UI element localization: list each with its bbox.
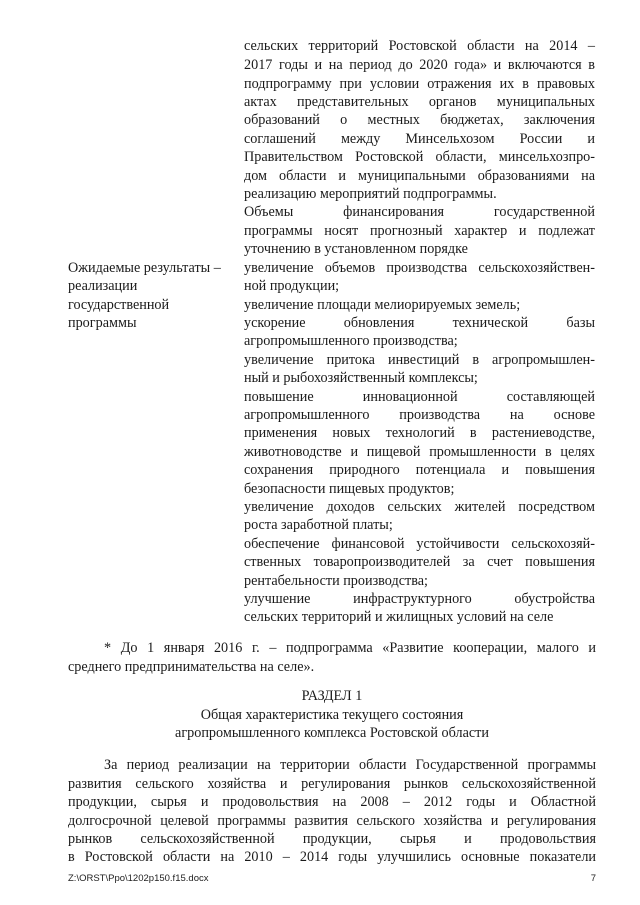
- text-line: дом области и муниципальными образованиями на: [244, 168, 595, 184]
- text-line: 2017 годы и на период до 2020 года» и включаются в: [244, 57, 595, 73]
- text-line: ной продукции;: [244, 278, 340, 294]
- text-line: агропромышленного производства;: [244, 333, 458, 349]
- text-line: роста заработной платы;: [244, 517, 393, 533]
- text-line: агропромышленного производства на основе: [244, 407, 595, 423]
- text-line: увеличение площади мелиорируемых земель;: [244, 297, 521, 313]
- text-line: реализацию мероприятий подпрограммы.: [244, 186, 497, 202]
- section-title: Общая характеристика текущего состояния: [200, 707, 464, 723]
- text-line: применения новых технологий в растениеводстве,: [244, 425, 595, 441]
- text-line: увеличение объемов производства сельскохозяйствен-: [244, 260, 595, 276]
- text-line: уточнению в установленном порядке: [244, 241, 468, 257]
- text-line: сохранения природного потенциала и повышения: [244, 462, 595, 478]
- body-line: в Ростовской области на 2010 – 2014 годы улучшились основные показатели: [68, 849, 596, 865]
- body-line: развития сельского хозяйства и регулирования рынков сельскохозяйственной: [68, 776, 596, 792]
- label-line: программы: [68, 315, 137, 331]
- body-line: За период реализации на территории области Государственной программы: [104, 757, 596, 773]
- text-line: ускорение обновления технической базы: [244, 315, 595, 331]
- file-path: Z:\ORST\Ppo\1202p150.f15.docx: [68, 873, 209, 884]
- text-line: увеличение притока инвестиций в агропромышлен-: [244, 352, 595, 368]
- text-line: образований о местных бюджетах, заключения: [244, 112, 595, 128]
- text-line: сельских территорий Ростовской области на 2014 –: [244, 38, 595, 54]
- text-line: безопасности пищевых продуктов;: [244, 481, 455, 497]
- text-line: ственных товаропроизводителей за счет повышения: [244, 554, 595, 570]
- page-number: 7: [590, 873, 596, 884]
- text-line: ный и рыбохозяйственный комплексы;: [244, 370, 478, 386]
- text-line: Правительством Ростовской области, минсельхозпро-: [244, 149, 595, 165]
- label-line: государственной: [68, 297, 170, 313]
- text-line: обеспечение финансовой устойчивости сельскохозяй-: [244, 536, 595, 552]
- text-line: подпрограмму при условии отражения их в правовых: [244, 76, 595, 92]
- text-line: животноводстве и пищевой промышленности в целях: [244, 444, 595, 460]
- text-line: улучшение инфраструктурного обустройства: [244, 591, 595, 607]
- body-line: рынков сельскохозяйственной продукции, сырья и продовольствия: [68, 831, 596, 847]
- text-line: программы носят прогнозный характер и подлежат: [244, 223, 595, 239]
- text-line: увеличение доходов сельских жителей посредством: [244, 499, 595, 515]
- text-line: актах представительных органов муниципальных: [244, 94, 595, 110]
- text-line: сельских территорий и жилищных условий на селе: [244, 609, 554, 625]
- text-line: Объемы финансирования государственной: [244, 204, 595, 220]
- body-line: долгосрочной целевой программы развития сельского хозяйства и регулирования: [68, 813, 596, 829]
- label-line: Ожидаемые результаты –: [68, 260, 221, 276]
- label-line: реализации: [68, 278, 138, 294]
- body-line: продукции, сырья и продовольствия на 2008 – 2012 годы и Областной: [68, 794, 596, 810]
- text-line: соглашений между Минсельхозом России и: [244, 131, 595, 147]
- section-title: агропромышленного комплекса Ростовской области: [175, 725, 489, 741]
- footnote-line: * До 1 января 2016 г. – подпрограмма «Развитие кооперации, малого и: [104, 640, 596, 656]
- footnote-line: среднего предпринимательства на селе».: [68, 659, 315, 675]
- text-line: повышение инновационной составляющей: [244, 389, 595, 405]
- section-number: РАЗДЕЛ 1: [301, 688, 363, 704]
- text-line: рентабельности производства;: [244, 573, 428, 589]
